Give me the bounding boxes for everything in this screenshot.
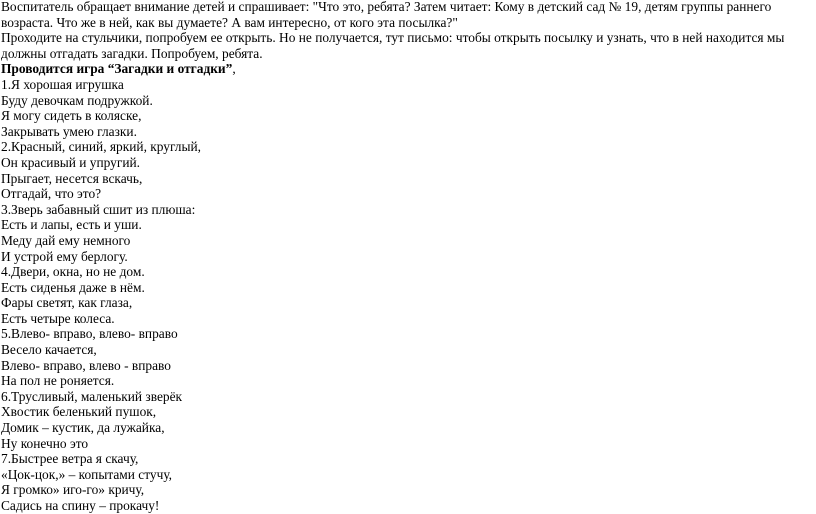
- riddle-line: 6.Трусливый, маленький зверёк: [1, 388, 183, 404]
- riddle-line: Отгадай, что это?: [1, 186, 102, 202]
- riddle-line: Есть и лапы, есть и уши.: [1, 217, 142, 233]
- riddle-line: Я могу сидеть в коляске,: [1, 108, 142, 124]
- riddle-line: И устрой ему берлогу.: [1, 248, 128, 264]
- riddle-line: Я громко» иго-го» кричу,: [1, 482, 145, 498]
- riddle-line: Садись на спину – прокачу!: [1, 498, 160, 513]
- riddle-line: Буду девочкам подружкой.: [1, 92, 153, 108]
- intro-paragraph-line-1: Воспитатель обращает внимание детей и спрашивает: "Что это, ребята? Затем читает: Кому в детский сад № 19, детям группы раннего: [1, 0, 772, 14]
- riddle-line: Есть четыре колеса.: [1, 310, 115, 326]
- riddle-line: Есть сиденья даже в нём.: [1, 279, 145, 295]
- riddle-line: Хвостик беленький пушок,: [1, 404, 157, 420]
- game-title-suffix: ,: [232, 61, 236, 77]
- riddle-line: 2.Красный, синий, яркий, круглый,: [1, 139, 201, 155]
- instruction-paragraph-line-2: должны отгадать загадки. Попробуем, ребята.: [1, 45, 263, 61]
- game-title: Проводится игра “Загадки и отгадки”: [1, 61, 233, 77]
- game-heading: [1, 61, 813, 77]
- riddle-line: Влево- вправо, влево - вправо: [1, 357, 171, 373]
- riddle-line: Домик – кустик, да лужайка,: [1, 420, 165, 436]
- document-body: [1, 0, 813, 514]
- riddle-line: 5.Влево- вправо, влево- вправо: [1, 326, 178, 342]
- riddle-line: Прыгает, несется вскачь,: [1, 170, 143, 186]
- riddle-line: «Цок-цок,» – копытами стучу,: [1, 466, 173, 482]
- riddle-line: 1.Я хорошая игрушка: [1, 76, 124, 92]
- riddle-line: Фары светят, как глаза,: [1, 295, 133, 311]
- riddle-line: На пол не роняется.: [1, 373, 115, 389]
- riddle-line: Ну конечно это: [1, 435, 89, 451]
- instruction-paragraph-line-1: Проходите на стульчики, попробуем ее открыть. Но не получается, тут письмо: чтобы открыть посылку и узнать, что в ней находится мы: [1, 30, 785, 46]
- intro-paragraph-line-2: возраста. Что же в ней, как вы думаете? А вам интересно, от кого эта посылка?": [1, 14, 458, 30]
- riddle-line: Весело качается,: [1, 342, 97, 358]
- riddle-line: 7.Быстрее ветра я скачу,: [1, 451, 139, 467]
- riddle-line: 3.Зверь забавный сшит из плюша:: [1, 201, 196, 217]
- riddle-line: Закрывать умею глазки.: [1, 123, 137, 139]
- riddle-line: Меду дай ему немного: [1, 232, 131, 248]
- riddle-line: Он красивый и упругий.: [1, 154, 141, 170]
- riddle-line: 4.Двери, окна, но не дом.: [1, 264, 145, 280]
